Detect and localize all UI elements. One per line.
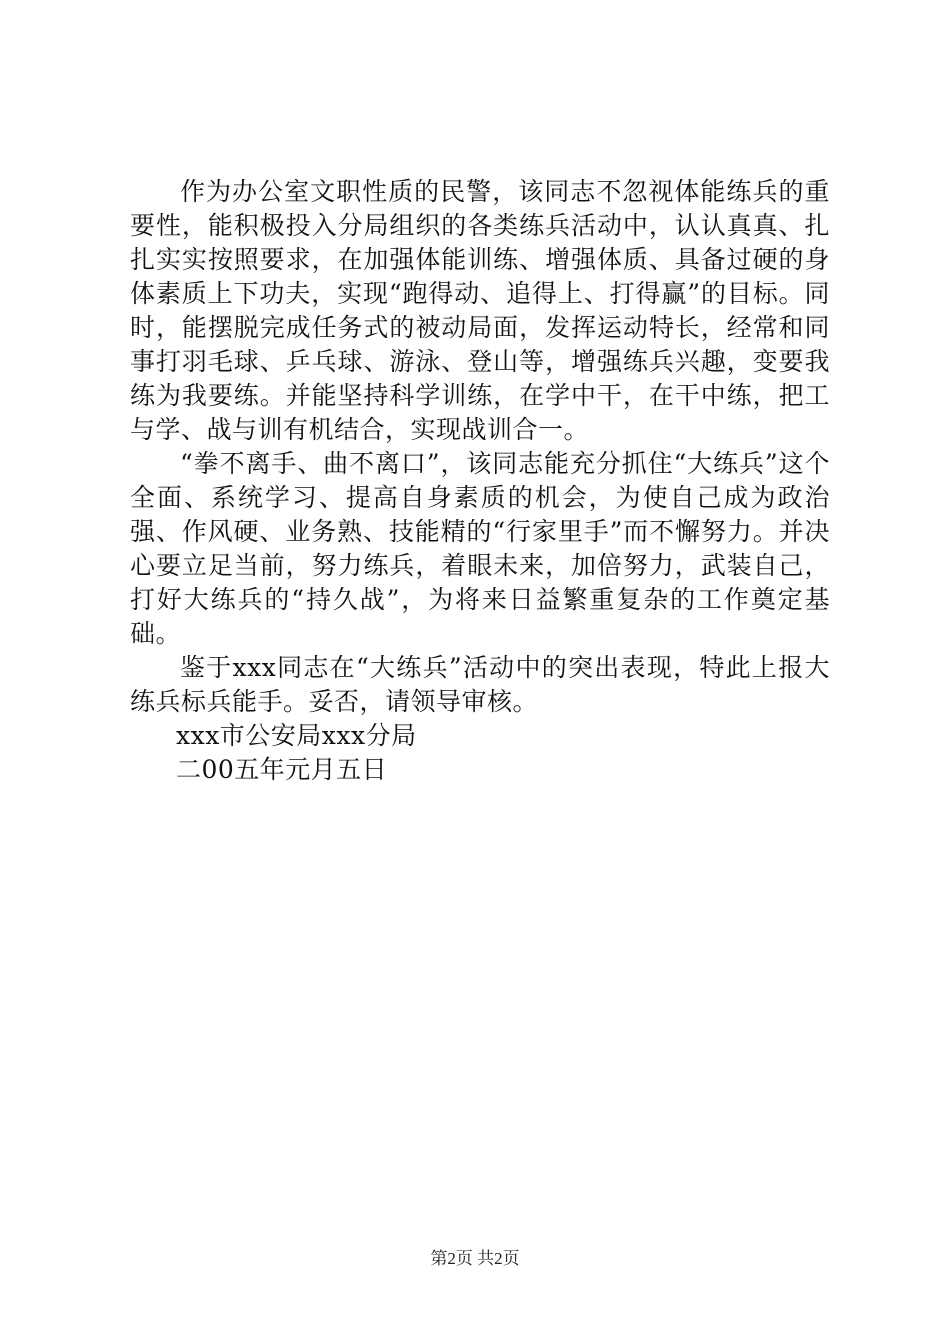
signature-date: 二00五年元月五日	[176, 755, 388, 784]
signature-organization: xxx市公安局xxx分局	[176, 721, 417, 750]
page-number-footer: 第2页 共2页	[430, 1249, 520, 1268]
paragraph-study-commitment: “拳不离手、曲不离口”，该同志能充分抓住“大练兵”这个全面、系统学习、提高自身素质的机会，为使自己成为政治强、作风硬、业务熟、技能精的“行家里手”而不懈努力。并决心要立足当前，努力练兵，着眼未来，加倍努力，武装自己，打好大练兵的“持久战”，为将来日益繁重复杂的工作奠定基础。	[130, 449, 830, 648]
document-body	[130, 175, 830, 787]
paragraph-recommendation: 鉴于xxx同志在“大练兵”活动中的突出表现，特此上报大练兵标兵能手。妥否，请领导审核。	[130, 653, 830, 716]
paragraph-physical-training: 作为办公室文职性质的民警，该同志不忽视体能练兵的重要性，能积极投入分局组织的各类练兵活动中，认认真真、扎扎实实按照要求，在加强体能训练、增强体质、具备过硬的身体素质上下功夫，实现“跑得动、追得上、打得赢”的目标。同时，能摆脱完成任务式的被动局面，发挥运动特长，经常和同事打羽毛球、乒乓球、游泳、登山等，增强练兵兴趣，变要我练为我要练。并能坚持科学训练，在学中干，在干中练，把工与学、战与训有机结合，实现战训合一。	[130, 177, 830, 444]
